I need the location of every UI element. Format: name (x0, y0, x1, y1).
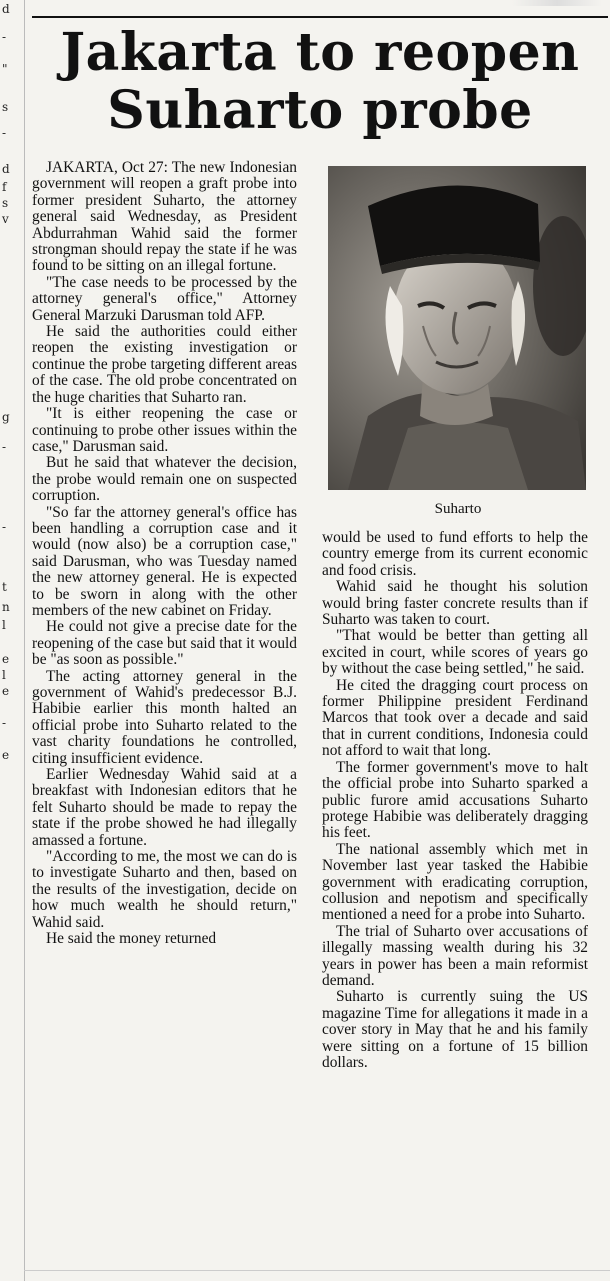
paragraph: The national assembly which met in November last year tasked the Habibie government with eradicating corruption, collusion and nepotism and specifically mentioned a need for a probe into Suharto. (322, 840, 588, 924)
headline-line-1: Jakarta to reopen (60, 22, 580, 83)
paragraph: The trial of Suharto over accusations of illegally massing wealth during his 32 years in power has been a main reformist demand. (322, 922, 588, 989)
margin-fragment: v (2, 212, 9, 226)
article-headline (32, 24, 608, 140)
margin-fragment: t (2, 580, 7, 594)
paragraph: But he said that whatever the decision, the probe would remain one on suspected corruption. (32, 454, 297, 505)
paragraph: "So far the attorney general's office has been handling a corruption case and it would (now also) be a corruption case," said Darusman, who was Tuesday named the new attorney general. He is expected to be sworn in along with the other members of the new cabinet on Friday. (32, 503, 297, 619)
paragraph: He cited the dragging court process on former Philippine president Ferdinand Marcos that took over a decade and said that in current conditions, Indonesia could not afford to wait that long. (322, 676, 588, 760)
paragraph: JAKARTA, Oct 27: The new Indonesian government will reopen a graft probe into former president Suharto, the attorney general said Wednesday, as President Abdurrahman Wahid said the former strongman should repay the state if he was found to be sitting on an illegal fortune. (32, 159, 297, 275)
paragraph: He could not give a precise date for the reopening of the case but said that it would be "as soon as possible." (32, 618, 297, 669)
paragraph: The acting attorney general in the government of Wahid's predecessor B.J. Habibie earlier this month halted an official probe into Suharto related to the vast charity foundations he controlled, citing insufficient evidence. (32, 667, 297, 767)
paragraph: Suharto is currently suing the US magazine Time for allegations it made in a cover story in May that he and his family were sitting on a fortune of 15 billion dollars. (322, 988, 588, 1071)
margin-fragment: d (2, 2, 10, 16)
photo-caption: Suharto (434, 501, 482, 517)
paragraph: The former government's move to halt the official probe into Suharto sparked a public furore amid accusations Suharto protege Habibie was deliberately dragging his feet. (322, 758, 588, 842)
margin-fragment: - (2, 716, 7, 730)
adjacent-column-margin (0, 0, 25, 1281)
portrait-illustration (328, 166, 586, 490)
paragraph-continuation: would be used to fund efforts to help the country emerge from its current economic and food crisis. (322, 529, 588, 579)
margin-fragment: d (2, 162, 10, 176)
margin-fragment: f (2, 180, 7, 194)
paragraph: "It is either reopening the case or continuing to probe other issues within the case," Darusman said. (32, 405, 297, 455)
margin-fragment: l (2, 668, 6, 682)
paragraph: He said the money returned (46, 930, 217, 948)
margin-fragment: - (2, 520, 7, 534)
page-edge-smudge (512, 0, 602, 6)
margin-fragment: - (2, 30, 7, 44)
margin-fragment: - (2, 440, 7, 454)
paragraph: "The case needs to be processed by the attorney general's office," Attorney General Marzuki Darusman told AFP. (32, 273, 297, 324)
paragraph: "According to me, the most we can do is to investigate Suharto and then, based on the results of the investigation, decide on how much wealth he should return," Wahid said. (32, 848, 297, 931)
margin-fragment: e (2, 684, 10, 698)
paragraph: "That would be better than getting all excited in court, while scores of years go by without the case being settled," he said. (322, 627, 588, 678)
margin-fragment: e (2, 748, 10, 762)
headline-line-2: Suharto probe (107, 80, 533, 141)
paragraph: He said the authorities could either reopen the existing investigation or continue the probe targeting different areas of the case. The old probe concentrated on the huge charities that Suharto ran. (32, 323, 297, 406)
article-column-right (322, 530, 588, 1071)
margin-fragment: n (2, 600, 10, 614)
margin-fragment: - (2, 126, 7, 140)
article-column-left (32, 160, 297, 948)
margin-fragment: s (2, 196, 9, 210)
margin-fragment: g (2, 410, 10, 424)
margin-fragment: l (2, 618, 6, 632)
paragraph: Earlier Wednesday Wahid said at a breakfast with Indonesian editors that he felt Suharto should be made to repay the state if the probe showed he had illegally amassed a fortune. (32, 766, 297, 849)
top-rule (32, 16, 608, 18)
margin-fragment: s (2, 100, 9, 114)
margin-fragment: e (2, 652, 10, 666)
margin-fragment: " (2, 62, 8, 76)
suharto-photo (328, 166, 586, 490)
paragraph: Wahid said he thought his solution would bring faster concrete results than if Suharto was taken to court. (322, 578, 588, 629)
bottom-edge (24, 1270, 610, 1271)
